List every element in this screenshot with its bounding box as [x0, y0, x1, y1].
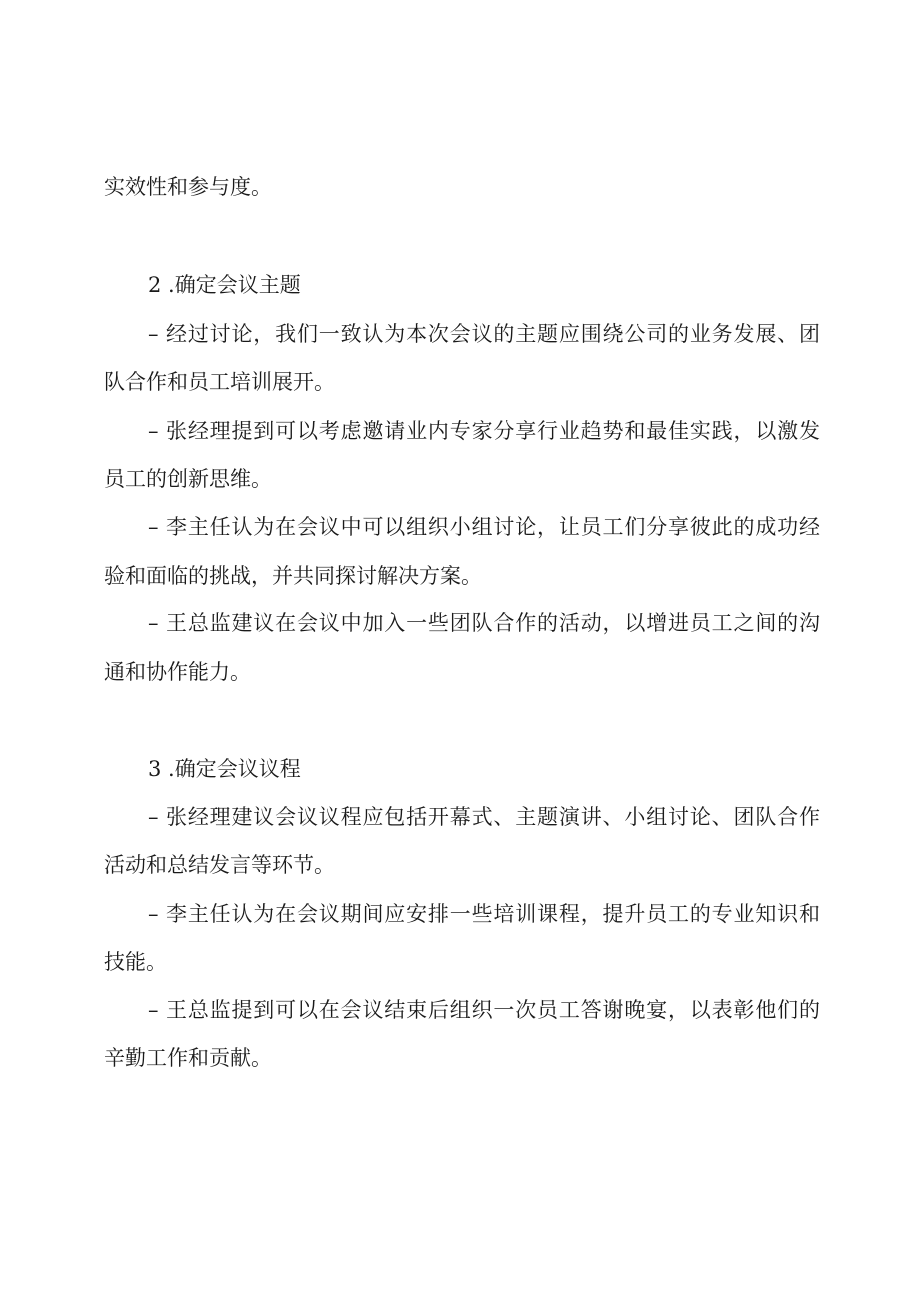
list-item-continuation: 员工的创新思维。: [104, 467, 272, 491]
list-item: – 李主任认为在会议期间应安排一些培训课程，提升员工的专业知识和: [148, 902, 820, 926]
list-item: – 经过讨论，我们一致认为本次会议的主题应围绕公司的业务发展、团: [148, 322, 820, 346]
list-item-continuation: 活动和总结发言等环节。: [104, 853, 335, 877]
list-item-continuation: 技能。: [104, 950, 167, 974]
section-heading: 2 .确定会议主题: [148, 273, 301, 297]
list-item: – 王总监提到可以在会议结束后组织一次员工答谢晚宴，以表彰他们的: [148, 998, 820, 1022]
list-item-continuation: 队合作和员工培训展开。: [104, 370, 335, 394]
list-item-continuation: 辛勤工作和贡献。: [104, 1046, 272, 1070]
list-item-continuation: 验和面临的挑战，并共同探讨解决方案。: [104, 564, 482, 588]
continuation-text: 实效性和参与度。: [104, 175, 272, 199]
list-item: – 张经理建议会议议程应包括开幕式、主题演讲、小组讨论、团队合作: [148, 805, 820, 829]
list-item: – 王总监建议在会议中加入一些团队合作的活动，以增进员工之间的沟: [148, 611, 820, 635]
section-heading: 3 .确定会议议程: [148, 757, 301, 781]
list-item: – 张经理提到可以考虑邀请业内专家分享行业趋势和最佳实践，以激发: [148, 419, 820, 443]
list-item-continuation: 通和协作能力。: [104, 660, 251, 684]
list-item: – 李主任认为在会议中可以组织小组讨论，让员工们分享彼此的成功经: [148, 515, 820, 539]
